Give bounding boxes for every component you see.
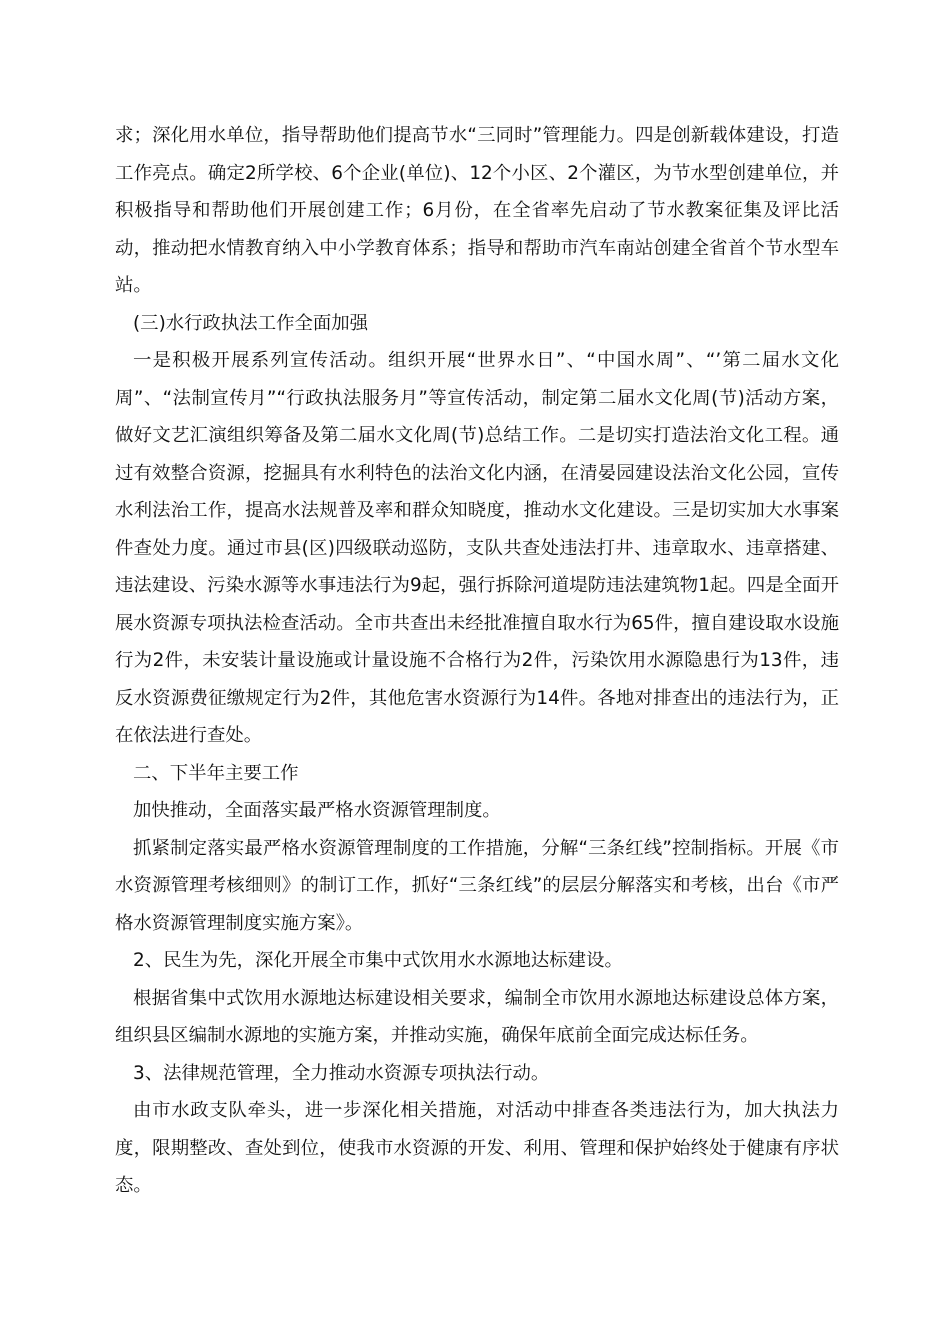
section-heading-law-enforcement: (三)水行政执法工作全面加强 [133, 312, 369, 334]
document-body [115, 117, 839, 1205]
paragraph-drinking-water-source: 根据省集中式饮用水源地达标建设相关要求，编制全市饮用水源地达标建设总体方案，组织县区编制水源地的实施方案，并推动实施，确保年底前全面完成达标任务。 [115, 987, 839, 1046]
section-heading-second-half-work: 二、下半年主要工作 [133, 762, 299, 784]
subheading-drinking-water-source: 2、民生为先，深化开展全市集中式饮用水水源地达标建设。 [133, 950, 623, 971]
subheading-water-resource-management: 加快推动，全面落实最严格水资源管理制度。 [133, 800, 501, 821]
paragraph-law-enforcement: 一是积极开展系列宣传活动。组织开展“世界水日”、“中国水周”、“’第二届水文化周”、“法制宣传月”“行政执法服务月”等宣传活动，制定第二届水文化周(节)活动方案，做好文艺汇演组织筹备及第二届水文化周(节)总结工作。二是切实打造法治文化工程。通过有效整合资源，挖掘具有水利特色的法治文化内涵，在清晏园建设法治文化公园，宣传水利法治工作，提高水法规普及率和群众知晓度，推动水文化建设。三是切实加大水事案件查处力度。通过市县(区)四级联动巡防，支队共查处违法打井、违章取水、违章搭建、违法建设、污染水源等水事违法行为9起，强行拆除河道堤防违法建筑物1起。四是全面开展水资源专项执法检查活动。全市共查出未经批准擅自取水行为65件，擅自建设取水设施行为2件，未安装计量设施或计量设施不合格行为2件，污染饮用水源隐患行为13件，违反水资源费征缴规定行为2件，其他危害水资源行为14件。各地对排查出的违法行为，正在依法进行查处。 [115, 350, 839, 746]
paragraph-continuation: 求；深化用水单位，指导帮助他们提高节水“三同时”管理能力。四是创新载体建设，打造工作亮点。确定2所学校、6个企业(单位)、12个小区、2个灌区，为节水型创建单位，并积极指导和帮助他们开展创建工作；6月份，在全省率先启动了节水教案征集及评比活动，推动把水情教育纳入中小学教育体系；指导和帮助市汽车南站创建全省首个节水型车站。 [115, 125, 839, 296]
paragraph-law-enforcement-action: 由市水政支队牵头，进一步深化相关措施，对活动中排查各类违法行为，加大执法力度，限期整改、查处到位，使我市水资源的开发、利用、管理和保护始终处于健康有序状态。 [115, 1100, 839, 1196]
subheading-law-enforcement-action: 3、法律规范管理，全力推动水资源专项执法行动。 [133, 1062, 550, 1084]
paragraph-water-resource-management: 抓紧制定落实最严格水资源管理制度的工作措施，分解“三条红线”控制指标。开展《市水资源管理考核细则》的制订工作，抓好“三条红线”的层层分解落实和考核，出台《市严格水资源管理制度实施方案》。 [115, 837, 839, 934]
